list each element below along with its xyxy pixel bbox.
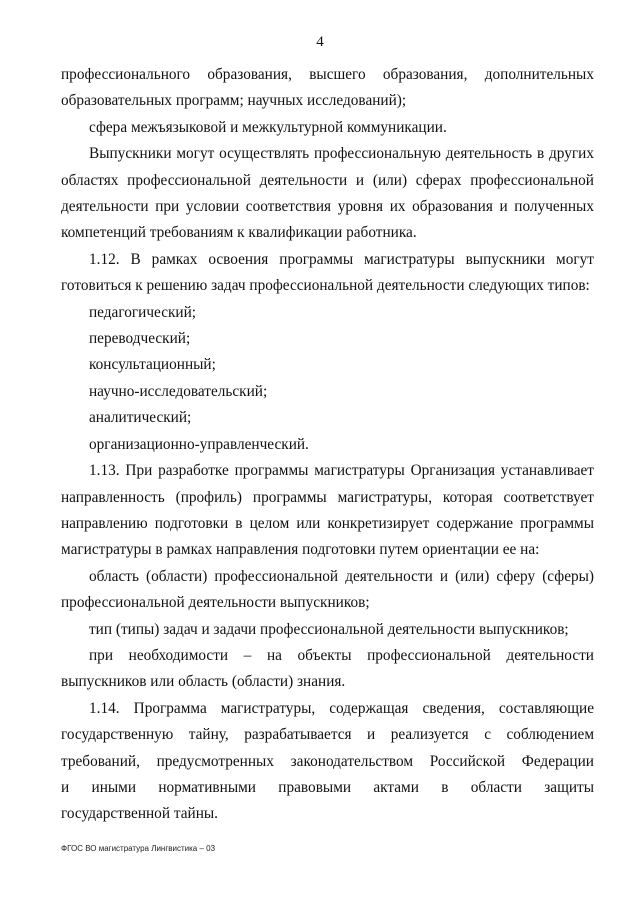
text-line: профессиональной деятельности выпускников;	[61, 594, 370, 612]
text-line: готовиться к решению задач профессиональной деятельности следующих типов:	[61, 277, 590, 295]
text-line: требований, предусмотренных законодательством Российской Федерации	[61, 752, 594, 770]
text-line: область (области) профессиональной деятельности и (или) сферу (сферы)	[89, 567, 594, 585]
page-number: 4	[316, 34, 324, 50]
text-line: Выпускники могут осуществлять профессиональную деятельность в других	[89, 145, 594, 163]
text-line: и иными нормативными правовыми актами в области защиты	[61, 778, 594, 796]
text-line: областях профессиональной деятельности и (или) сферах профессиональной	[61, 171, 594, 189]
text-line: аналитический;	[89, 409, 192, 427]
text-line: тип (типы) задач и задачи профессиональной деятельности выпускников;	[89, 620, 569, 638]
text-line: 1.12. В рамках освоения программы магистратуры выпускники могут	[89, 250, 594, 268]
text-line: направлению подготовки в целом или конкретизирует содержание программы	[61, 514, 594, 532]
text-line: организационно-управленческий.	[89, 435, 309, 453]
text-line: компетенций требованиям к квалификации работника.	[61, 224, 417, 242]
text-line: направленность (профиль) программы магистратуры, которая соответствует	[61, 488, 594, 506]
text-line: государственную тайну, разрабатывается и реализуется с соблюдением	[61, 726, 594, 744]
text-line: переводческий;	[89, 330, 191, 348]
document-body	[61, 62, 594, 828]
text-line: профессионального образования, высшего образования, дополнительных	[61, 66, 594, 83]
text-line: магистратуры в рамках направления подготовки путем ориентации ее на:	[61, 541, 540, 559]
text-line: сфера межъязыковой и межкультурной коммуникации.	[89, 118, 447, 136]
page-footer: ФГОС ВО магистратура Лингвистика – 03	[61, 844, 216, 853]
text-line: образовательных программ; научных исследований);	[61, 92, 407, 110]
text-line: деятельности при условии соответствия уровня их образования и полученных	[61, 198, 594, 216]
text-line: при необходимости – на объекты профессиональной деятельности	[89, 646, 594, 664]
text-line: педагогический;	[89, 303, 197, 321]
text-line: 1.14. Программа магистратуры, содержащая сведения, составляющие	[89, 699, 594, 717]
text-line: государственной тайны.	[61, 805, 218, 823]
text-line: консультационный;	[89, 356, 216, 374]
text-line: 1.13. При разработке программы магистратуры Организация устанавливает	[89, 462, 594, 480]
text-line: научно-исследовательский;	[89, 382, 268, 400]
text-line: выпускников или область (области) знания.	[61, 673, 346, 691]
